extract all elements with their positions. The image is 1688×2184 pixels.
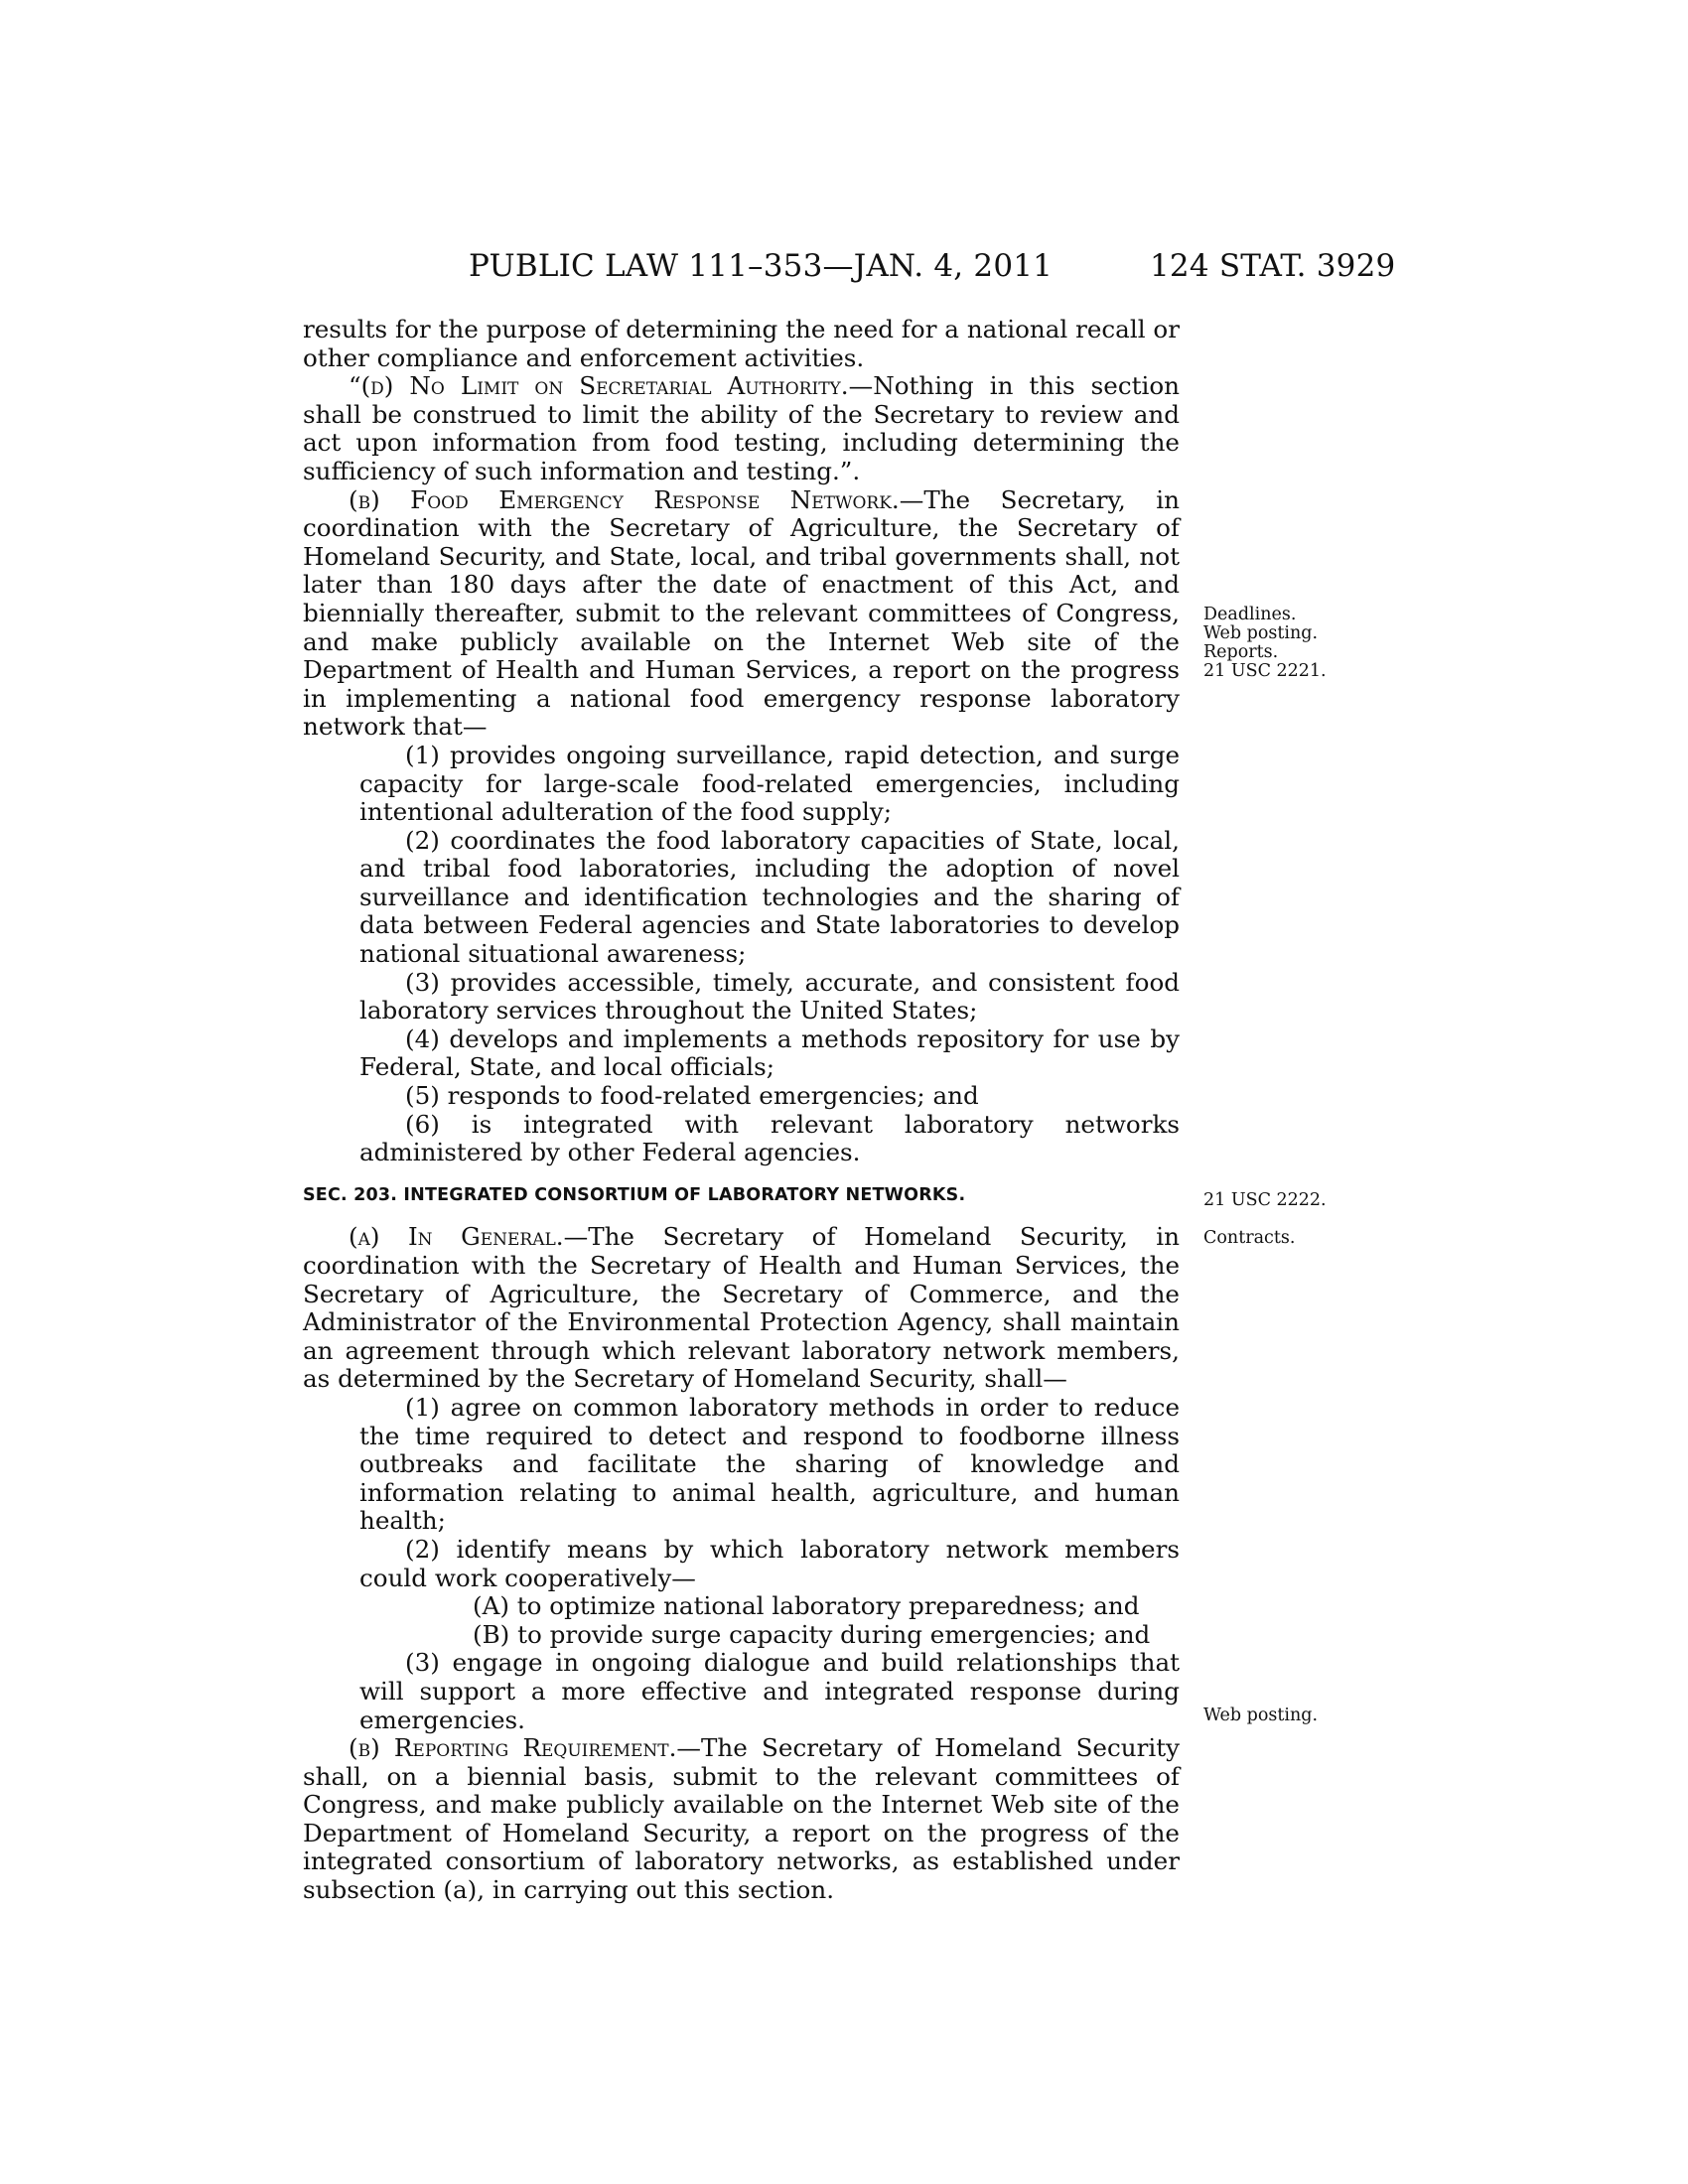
subsection-heading: (b) Reporting Requirement. bbox=[349, 1733, 677, 1763]
list-item-a2A: (A) to optimize national laboratory preparedness; and bbox=[473, 1591, 1140, 1621]
list-item-4: (4) develops and implements a methods repository for use by Federal, State, and local officials; bbox=[359, 1024, 1180, 1082]
margin-note-line: Deadlines. bbox=[1203, 605, 1297, 624]
paragraph-b-reporting bbox=[303, 1734, 1180, 1905]
margin-note-line: 21 USC 2221. bbox=[1203, 661, 1327, 681]
section-heading: SEC. 203. INTEGRATED CONSORTIUM OF LABORATORY NETWORKS. bbox=[303, 1184, 966, 1205]
list-item-a3: (3) engage in ongoing dialogue and build relationships that will support a more effective and integrated response during emergencies. bbox=[359, 1648, 1180, 1734]
paragraph-b-food-emergency bbox=[303, 486, 1180, 742]
margin-note-line: Web posting. bbox=[1203, 623, 1319, 643]
paragraph-a-in-general bbox=[303, 1223, 1180, 1394]
subsection-text: —Nothing in this section shall be construed to limit the ability of the Secretary to review and act upon information from food testing, including determining the sufficiency of such information and testing.”. bbox=[303, 371, 1180, 485]
paragraph-d-no-limit bbox=[303, 372, 1180, 485]
list-item-a2: (2) identify means by which laboratory network members could work cooperatively— bbox=[359, 1534, 1180, 1592]
list-item-1: (1) provides ongoing surveillance, rapid detection, and surge capacity for large-scale food-related emergencies, including intentional adulteration of the food supply; bbox=[359, 740, 1180, 827]
margin-note-contracts: Contracts. bbox=[1203, 1228, 1296, 1248]
list-item-5: (5) responds to food-related emergencies; and bbox=[405, 1081, 979, 1111]
margin-note-deadlines bbox=[1203, 606, 1327, 681]
subsection-heading: (a) In General. bbox=[349, 1222, 564, 1252]
running-head-law: PUBLIC LAW 111–353—JAN. 4, 2011 bbox=[469, 248, 1054, 284]
running-head-stat-page: 124 STAT. 3929 bbox=[1150, 248, 1396, 284]
margin-note-line: Reports. bbox=[1203, 642, 1279, 662]
subsection-heading: (b) Food Emergency Response Network. bbox=[349, 484, 900, 514]
margin-note-21-usc-2222: 21 USC 2222. bbox=[1203, 1190, 1327, 1210]
subsection-text: —The Secretary, in coordination with the Secretary of Agriculture, the Secretary of Homeland Security, and State, local, and tribal governments shall, not later than 180 days after the date of enactment of this Act, and biennially thereafter, submit to the relevant committees of Congress, and make publicly available on the Internet Web site of the Department of Health and Human Services, a report on the progress in implementing a national food emergency response laboratory network that— bbox=[303, 484, 1181, 742]
list-item-2: (2) coordinates the food laboratory capacities of State, local, and tribal food laboratories, including the adoption of novel surveillance and identification technologies and the sharing of data between Federal agencies and State laboratories to develop national situational awareness; bbox=[359, 825, 1180, 969]
margin-note-web-posting: Web posting. bbox=[1203, 1706, 1319, 1725]
subsection-text: —The Secretary of Homeland Security shall, on a biennial basis, submit to the relevant committees of Congress, and make publicly available on the Internet Web site of the Department of Homeland Security, a report on the progress of the integrated consortium of laboratory networks, as established under subsection (a), in carrying out this section. bbox=[303, 1733, 1180, 1905]
list-item-6: (6) is integrated with relevant laboratory networks administered by other Federal agencies. bbox=[359, 1109, 1180, 1167]
subsection-text: —The Secretary of Homeland Security, in coordination with the Secretary of Health and Human Services, the Secretary of Agriculture, the Secretary of Commerce, and the Administrator of the Environmental Protection Agency, shall maintain an agreement through which relevant laboratory network members, as determined by the Secretary of Homeland Security, shall— bbox=[303, 1222, 1181, 1394]
list-item-a1: (1) agree on common laboratory methods in order to reduce the time required to detect and respond to foodborne illness outbreaks and facilitate the sharing of knowledge and information relating to animal health, agriculture, and human health; bbox=[359, 1392, 1180, 1536]
list-item-3: (3) provides accessible, timely, accurate, and consistent food laboratory services throughout the United States; bbox=[359, 967, 1180, 1025]
body-text bbox=[303, 316, 1180, 1905]
list-item-a2B: (B) to provide surge capacity during emergencies; and bbox=[473, 1619, 1151, 1649]
subsection-heading: “(d) No Limit on Secretarial Authority. bbox=[349, 371, 849, 401]
paragraph-continuation: results for the purpose of determining the need for a national recall or other compliance and enforcement activities. bbox=[303, 315, 1180, 372]
